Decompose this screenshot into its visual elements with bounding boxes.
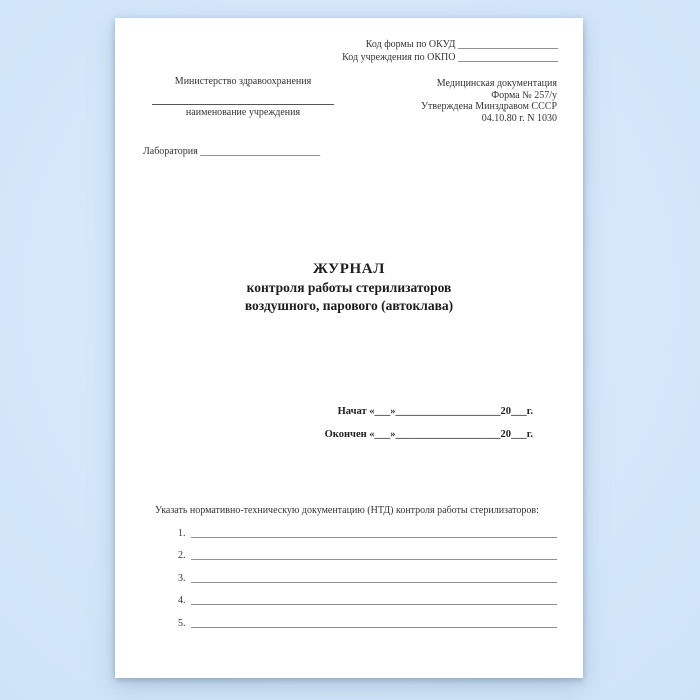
institution-name-caption: наименование учреждения [185, 107, 301, 118]
meddoc-line: Форма № 257/у [491, 89, 557, 101]
meddoc-line: 04.10.80 г. N 1030 [481, 112, 557, 124]
journal-subtitle-line: контроля работы стерилизаторов [246, 280, 452, 295]
ntd-list-item [178, 585, 557, 608]
ntd-section [155, 505, 557, 630]
ntd-item-blank-line [191, 559, 558, 560]
meddoc-line: Утверждена Минздравом СССР [420, 101, 557, 113]
ntd-list [178, 517, 557, 630]
ntd-list-item [178, 517, 557, 540]
institution-name-blank-line [152, 104, 334, 105]
ntd-item-blank-line [191, 582, 558, 583]
ntd-list-item [178, 562, 557, 585]
dates-block [325, 401, 533, 446]
document-page [115, 18, 583, 678]
laboratory-line: Лаборатория ________________________ [143, 146, 321, 157]
date-finished-line: Окончен «___»____________________20___г. [324, 428, 533, 440]
journal-title-block [115, 260, 583, 315]
ntd-item-blank-line [191, 604, 558, 605]
journal-subtitle-line: воздушного, парового (автоклава) [244, 298, 454, 313]
ntd-item-number: 4. [178, 595, 186, 606]
ntd-list-item [178, 607, 557, 630]
okpo-code-line: Код учреждения по ОКПО ____________________ [342, 52, 558, 63]
ministry-title: Министерство здравоохранения [174, 76, 312, 87]
ntd-item-number: 1. [178, 527, 186, 539]
form-codes-block [342, 38, 558, 64]
medical-documentation-block [421, 78, 557, 124]
journal-title: ЖУРНАЛ [312, 261, 386, 277]
okud-code-line: Код формы по ОКУД ____________________ [365, 39, 558, 50]
ntd-list-item [178, 540, 557, 563]
date-started-line: Начат «___»____________________20___г. [337, 406, 533, 417]
ntd-item-number: 3. [178, 572, 186, 584]
ntd-item-blank-line [191, 537, 558, 538]
ministry-block [145, 76, 341, 118]
ntd-item-number: 5. [178, 617, 186, 629]
ntd-item-blank-line [191, 627, 558, 628]
meddoc-line: Медицинская документация [436, 78, 557, 89]
ntd-instruction: Указать нормативно-техническую документацию (НТД) контроля работы стерилизаторов: [155, 505, 539, 516]
ntd-item-number: 2. [178, 550, 186, 561]
